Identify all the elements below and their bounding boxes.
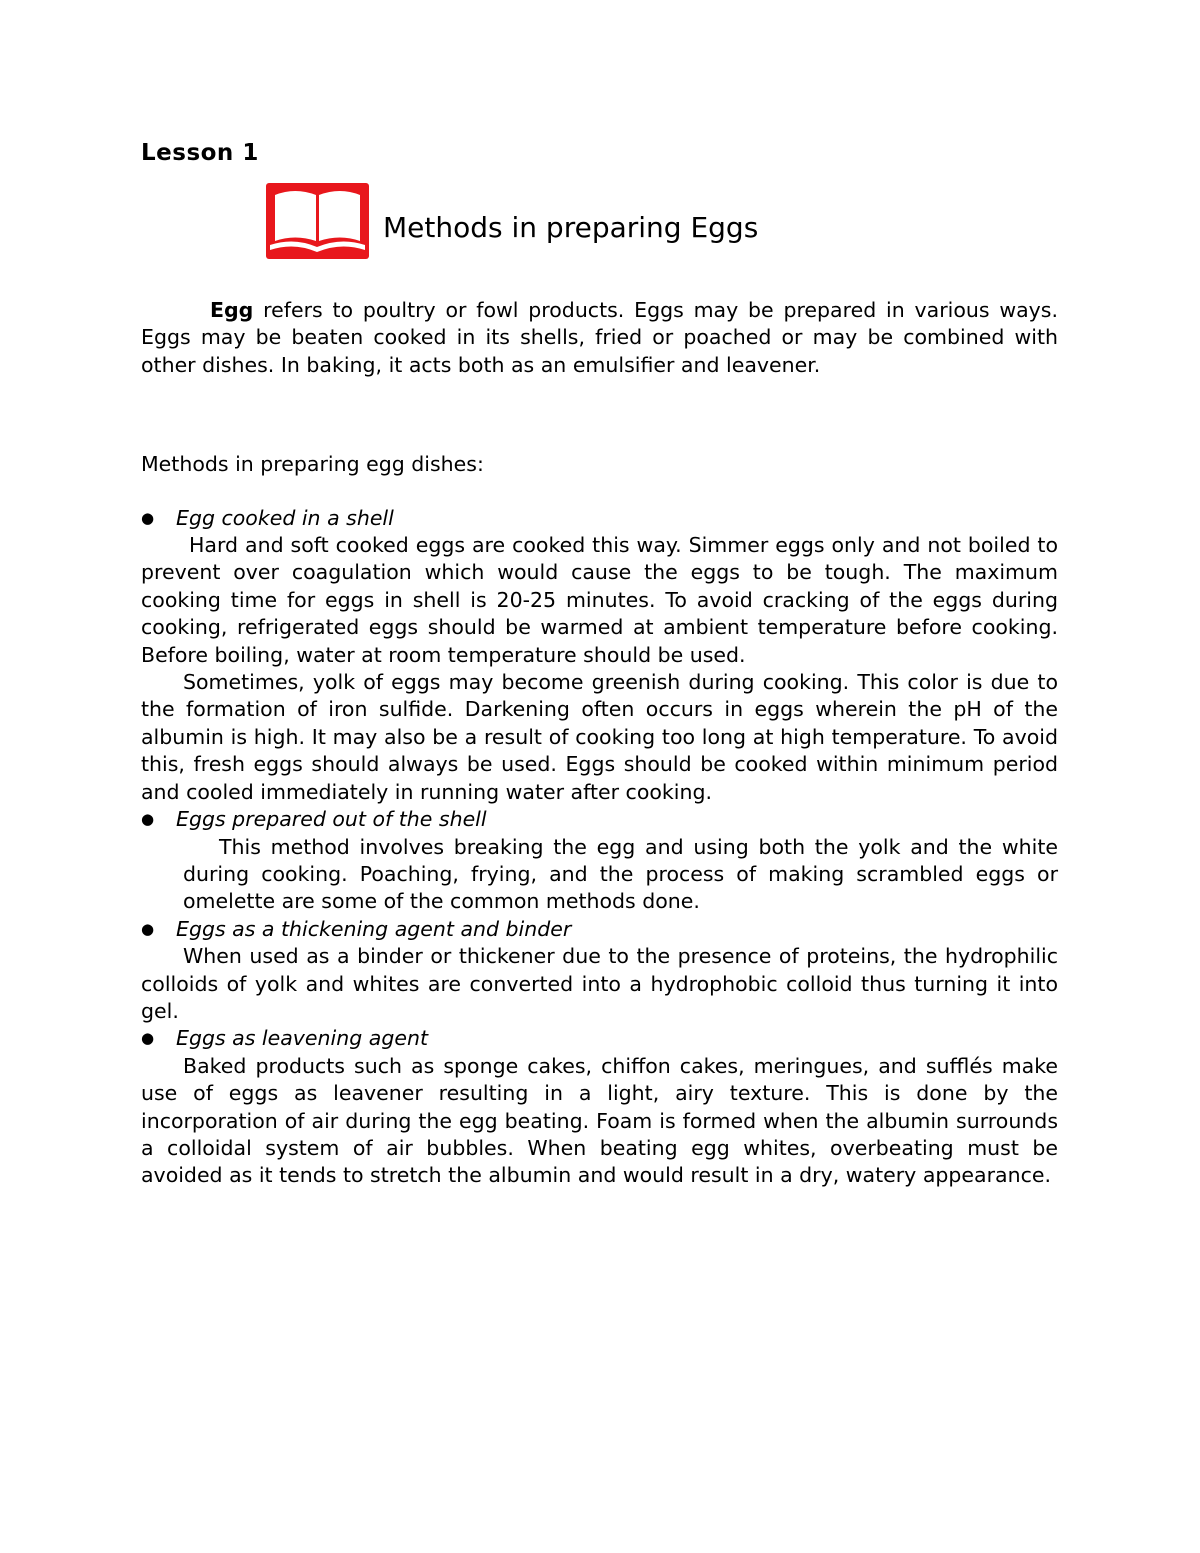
methods-list [141, 505, 1058, 1190]
bullet-icon: ● [141, 508, 155, 527]
intro-term: Egg [210, 298, 254, 322]
methods-heading: Methods in preparing egg dishes: [141, 452, 484, 477]
bullet-icon: ● [141, 919, 155, 938]
method-item [141, 1025, 1058, 1189]
intro-text: refers to poultry or fowl products. Eggs may be prepared in various ways. Eggs may be beaten cooked in its shells, fried or poached or may be combined with other dishes. In baking, it acts both as an emulsifier and leavener. [141, 298, 1058, 377]
method-item [141, 916, 1058, 1026]
method-item [141, 806, 1058, 916]
method-title [141, 1025, 1058, 1052]
method-paragraph: This method involves breaking the egg and using both the yolk and the white during cooking. Poaching, frying, and the process of making scrambled eggs or omelette are some of the common methods done. [183, 834, 1058, 914]
bullet-icon: ● [141, 810, 155, 829]
method-title-text: Egg cooked in a shell [176, 505, 394, 530]
method-title [141, 916, 1058, 943]
book-icon [264, 181, 371, 261]
title-row [264, 181, 758, 261]
method-title-text: Eggs prepared out of the shell [176, 807, 487, 832]
method-paragraph: Sometimes, yolk of eggs may become greenish during cooking. This color is due to the formation of iron sulfide. Darkening often occurs in eggs wherein the pH of the albumin is high. It may also be a result of cooking too long at high temperature. To avoid this, fresh eggs should always be used. Eggs should be cooked within minimum period and cooled immediately in running water after cooking. [141, 670, 1058, 804]
method-title [141, 806, 1058, 833]
method-title [141, 505, 1058, 532]
bullet-icon: ● [141, 1029, 155, 1048]
method-item [141, 505, 1058, 806]
document-body [141, 297, 1058, 1190]
method-paragraph: Baked products such as sponge cakes, chiffon cakes, meringues, and sufflés make use of eggs as leavener resulting in a light, airy texture. This is done by the incorporation of air during the egg beating. Foam is formed when the albumin surrounds a colloidal system of air bubbles. When beating egg whites, overbeating must be avoided as it tends to stretch the albumin and would result in a dry, watery appearance. [141, 1053, 1058, 1188]
method-paragraph: When used as a binder or thickener due to the presence of proteins, the hydrophilic colloids of yolk and whites are converted into a hydrophobic colloid thus turning it into gel. [141, 944, 1058, 1023]
intro-paragraph [141, 297, 1058, 379]
method-paragraph: Hard and soft cooked eggs are cooked this way. Simmer eggs only and not boiled to prevent over coagulation which would cause the eggs to be tough. The maximum cooking time for eggs in shell is 20-25 minutes. To avoid cracking of the eggs during cooking, refrigerated eggs should be warmed at ambient temperature before cooking. Before boiling, water at room temperature should be used. [141, 533, 1058, 667]
document-title: Methods in preparing Eggs [383, 210, 759, 244]
lesson-label: Lesson 1 [141, 140, 259, 166]
method-title-text: Eggs as a thickening agent and binder [176, 916, 572, 941]
method-title-text: Eggs as leavening agent [176, 1026, 428, 1051]
